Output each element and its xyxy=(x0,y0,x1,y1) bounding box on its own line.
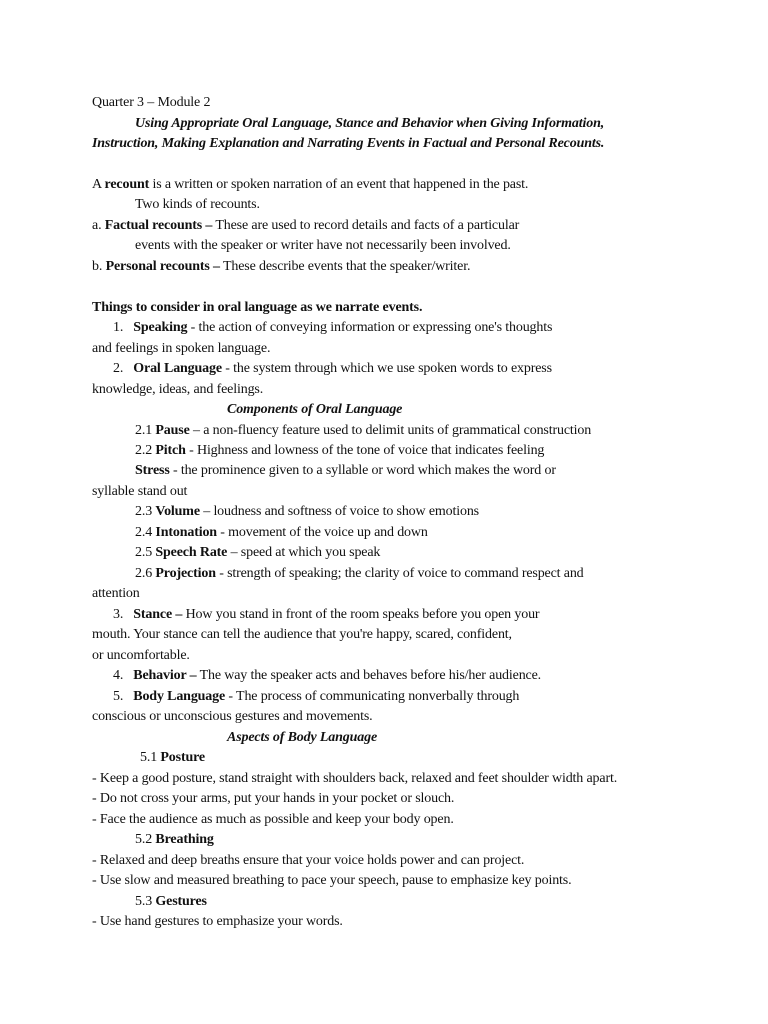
components-heading: Components of Oral Language xyxy=(227,402,403,417)
component-volume: 2.3 Volume – loudness and softness of voice to show emotions xyxy=(135,504,479,519)
subtitle-line-2: Instruction, Making Explanation and Narrating Events in Factual and Personal Recounts. xyxy=(92,136,605,151)
list-item-2-cont: knowledge, ideas, and feelings. xyxy=(92,382,264,397)
posture-line-3: - Face the audience as much as possible and keep your body open. xyxy=(92,812,454,827)
module-title: Quarter 3 – Module 2 xyxy=(92,95,211,110)
aspect-gestures-heading: 5.3 Gestures xyxy=(135,894,207,909)
posture-line-1: - Keep a good posture, stand straight with shoulders back, relaxed and feet shoulder width apart. xyxy=(92,771,618,786)
list-item-3-cont-2: or uncomfortable. xyxy=(92,648,190,663)
breathing-line-2: - Use slow and measured breathing to pace your speech, pause to emphasize key points. xyxy=(92,873,572,888)
recount-definition: A recount is a written or spoken narration of an event that happened in the past. xyxy=(92,177,529,192)
subtitle-line-1: Using Appropriate Oral Language, Stance and Behavior when Giving Information, xyxy=(135,116,605,131)
list-item-2: 2. Oral Language - the system through which we use spoken words to express xyxy=(113,361,552,376)
posture-line-2: - Do not cross your arms, put your hands in your pocket or slouch. xyxy=(92,791,455,806)
component-pitch: 2.2 Pitch - Highness and lowness of the tone of voice that indicates feeling xyxy=(135,443,545,458)
aspects-heading: Aspects of Body Language xyxy=(227,730,378,745)
component-pause: 2.1 Pause – a non-fluency feature used to delimit units of grammatical construction xyxy=(135,423,592,438)
list-item-3-cont-1: mouth. Your stance can tell the audience that you're happy, scared, confident, xyxy=(92,627,512,642)
aspect-posture-heading: 5.1 Posture xyxy=(140,750,205,765)
two-kinds-line: Two kinds of recounts. xyxy=(135,197,260,212)
aspect-breathing-heading: 5.2 Breathing xyxy=(135,832,214,847)
list-item-3: 3. Stance – How you stand in front of the room speaks before you open your xyxy=(113,607,540,622)
list-item-1: 1. Speaking - the action of conveying information or expressing one's thoughts xyxy=(113,320,553,335)
component-projection: 2.6 Projection - strength of speaking; the clarity of voice to command respect and xyxy=(135,566,584,581)
component-projection-cont: attention xyxy=(92,586,140,601)
list-item-1-cont: and feelings in spoken language. xyxy=(92,341,271,356)
breathing-line-1: - Relaxed and deep breaths ensure that your voice holds power and can project. xyxy=(92,853,525,868)
component-stress-cont: syllable stand out xyxy=(92,484,188,499)
component-stress: Stress - the prominence given to a syllable or word which makes the word or xyxy=(135,463,556,478)
list-item-5: 5. Body Language - The process of communicating nonverbally through xyxy=(113,689,520,704)
list-item-5-cont: conscious or unconscious gestures and movements. xyxy=(92,709,373,724)
component-speech-rate: 2.5 Speech Rate – speed at which you speak xyxy=(135,545,381,560)
list-item-4: 4. Behavior – The way the speaker acts and behaves before his/her audience. xyxy=(113,668,542,683)
factual-recounts-cont: events with the speaker or writer have not necessarily been involved. xyxy=(135,238,511,253)
personal-recounts: b. Personal recounts – These describe events that the speaker/writer. xyxy=(92,259,471,274)
things-heading: Things to consider in oral language as we narrate events. xyxy=(92,300,423,315)
component-intonation: 2.4 Intonation - movement of the voice up and down xyxy=(135,525,428,540)
factual-recounts: a. Factual recounts – These are used to record details and facts of a particular xyxy=(92,218,520,233)
gestures-line-1: - Use hand gestures to emphasize your words. xyxy=(92,914,343,929)
